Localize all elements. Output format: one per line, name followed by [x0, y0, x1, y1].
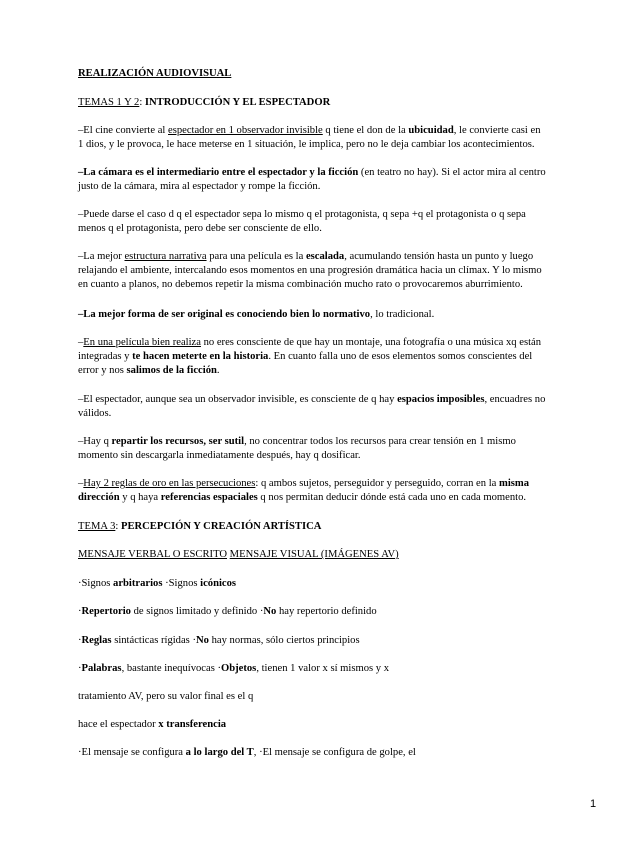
paragraph-8-line-1: –Hay q repartir los recursos, ser sutil, no concentrar todos los recursos para crear tensión en 1 mismo: [78, 436, 516, 447]
section-heading-1: TEMAS 1 Y 2: INTRODUCCIÓN Y EL ESPECTADOR: [78, 97, 331, 108]
paragraph-4-line-2: relajando el ambiente, intercalando esos momentos en una progresión dramática hacia un clímax. Y lo mismo: [78, 265, 542, 276]
document-title: REALIZACIÓN AUDIOVISUAL: [78, 68, 232, 79]
comparison-row-1: ·Signos arbitrarios ·Signos icónicos: [78, 578, 237, 589]
paragraph-6-line-3: error y nos salimos de la ficción.: [78, 365, 220, 376]
paragraph-1-line-2: 1 dios, y le provoca, le hace meterse en 1 situación, le implica, pero no le deja cambiar los acontecimientos.: [78, 139, 535, 150]
paragraph-5: –La mejor forma de ser original es conociendo bien lo normativo, lo tradicional.: [78, 309, 435, 320]
paragraph-7-line-2: válidos.: [78, 408, 112, 419]
paragraph-8-line-2: momento sin descargarla inmediatamente después, hay q dosificar.: [78, 450, 361, 461]
paragraph-4-line-1: –La mejor estructura narrativa para una película es la escalada, acumulando tensión hasta un punto y luego: [78, 251, 534, 262]
paragraph-2-line-2: justo de la cámara, mira al espectador y rompe la ficción.: [78, 181, 321, 192]
paragraph-3-line-1: –Puede darse el caso d q el espectador sepa lo mismo q el protagonista, q sepa +q el protagonista o q sepa: [78, 209, 526, 220]
paragraph-6-line-2: integradas y te hacen meterte en la historia. En cuanto falla uno de esos elementos somos conscientes del: [78, 351, 533, 362]
comparison-row-7: ·El mensaje se configura a lo largo del T, ·El mensaje se configura de golpe, el: [78, 747, 416, 758]
paragraph-2-line-1: –La cámara es el intermediario entre el espectador y la ficción (en teatro no hay). Si el actor mira al centro: [78, 167, 546, 178]
comparison-row-4: ·Palabras, bastante inequívocas ·Objetos, tienen 1 valor x sí mismos y x: [78, 663, 390, 674]
paragraph-7-line-1: –El espectador, aunque sea un observador invisible, es consciente de q hay espacios imposibles, encuadres no: [78, 394, 546, 405]
columns-header: MENSAJE VERBAL O ESCRITO MENSAJE VISUAL (IMÁGENES AV): [78, 549, 399, 560]
comparison-row-2: ·Repertorio de signos limitado y definido ·No hay repertorio definido: [78, 606, 377, 617]
comparison-row-3: ·Reglas sintácticas rígidas ·No hay normas, sólo ciertos principios: [78, 635, 360, 646]
comparison-row-6: hace el espectador x transferencia: [78, 719, 227, 730]
paragraph-9-line-2: dirección y q haya referencias espaciales q nos permitan deducir dónde está cada uno en cada momento.: [78, 492, 527, 503]
paragraph-6-line-1: –En una película bien realiza no eres consciente de que hay un montaje, una fotografía o una música xq están: [78, 337, 542, 348]
paragraph-4-line-3: en cuanto a planos, no debemos repetir la misma combinación mucho rato o provocaremos aburrimiento.: [78, 279, 523, 290]
paragraph-3-line-2: menos q el protagonista, pero debe ser consciente de ello.: [78, 223, 322, 234]
page-number: 1: [590, 798, 597, 810]
comparison-row-5: tratamiento AV, pero su valor final es el q: [78, 691, 254, 702]
paragraph-1-line-1: –El cine convierte al espectador en 1 observador invisible q tiene el don de la ubicuidad, le convierte casi en: [78, 125, 541, 136]
section-heading-2: TEMA 3: PERCEPCIÓN Y CREACIÓN ARTÍSTICA: [78, 521, 322, 532]
paragraph-9-line-1: –Hay 2 reglas de oro en las persecuciones: q ambos sujetos, perseguidor y perseguido, corran en la misma: [78, 478, 530, 489]
